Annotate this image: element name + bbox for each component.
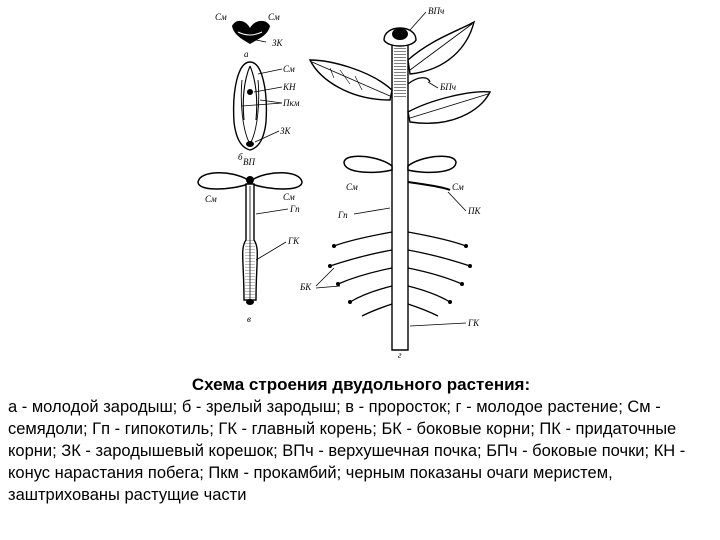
label-pk: ПК [468, 206, 481, 216]
label-gk-g: ГК [468, 318, 480, 328]
young-embryo [232, 21, 270, 44]
label-vp: ВП [243, 157, 255, 167]
mature-embryo [234, 62, 267, 150]
label-vpch: ВПч [428, 6, 445, 16]
label-sm-g2: См [452, 182, 464, 192]
caption-title: Схема строения двудольного растения: [191, 375, 531, 394]
label-bpch: БПч [440, 82, 457, 92]
label-sm-b: См [283, 64, 295, 74]
label-sm-v2: См [283, 192, 295, 202]
label-sm-a2: См [268, 12, 280, 22]
label-kn: КН [283, 82, 296, 92]
label-sm-v1: См [205, 194, 217, 204]
label-zk-b: ЗК [280, 126, 291, 136]
caption-body: а - молодой зародыш; б - зрелый зародыш; в - проросток; г - молодое растение; См - семядоли; Гп - гипокотиль; ГК - главный корень; БК - боковые корни; ПК - придаточные корни; ЗК - зародышевый корешок; ВПч - верхушечная почка; БПч - боковые почки; КН - конус нарастания побега; Пкм - прокамбий; черным показаны очаги меристем, заштрихованы растущие части [8, 398, 686, 504]
label-gp-v: Гп [290, 204, 300, 214]
label-sm-g1: См [346, 182, 358, 192]
label-gk-v: ГК [288, 236, 300, 246]
label-pkm: Пкм [283, 98, 300, 108]
label-sm-a1: См [215, 12, 227, 22]
figure-caption [8, 374, 714, 506]
label-bk: БК [300, 282, 312, 292]
label-gp-g: Гп [338, 210, 348, 220]
label-zk-a: ЗК [272, 38, 283, 48]
label-b: б [238, 152, 243, 162]
label-g: г [398, 350, 402, 360]
label-v: в [247, 314, 251, 324]
label-a: а [244, 49, 249, 59]
